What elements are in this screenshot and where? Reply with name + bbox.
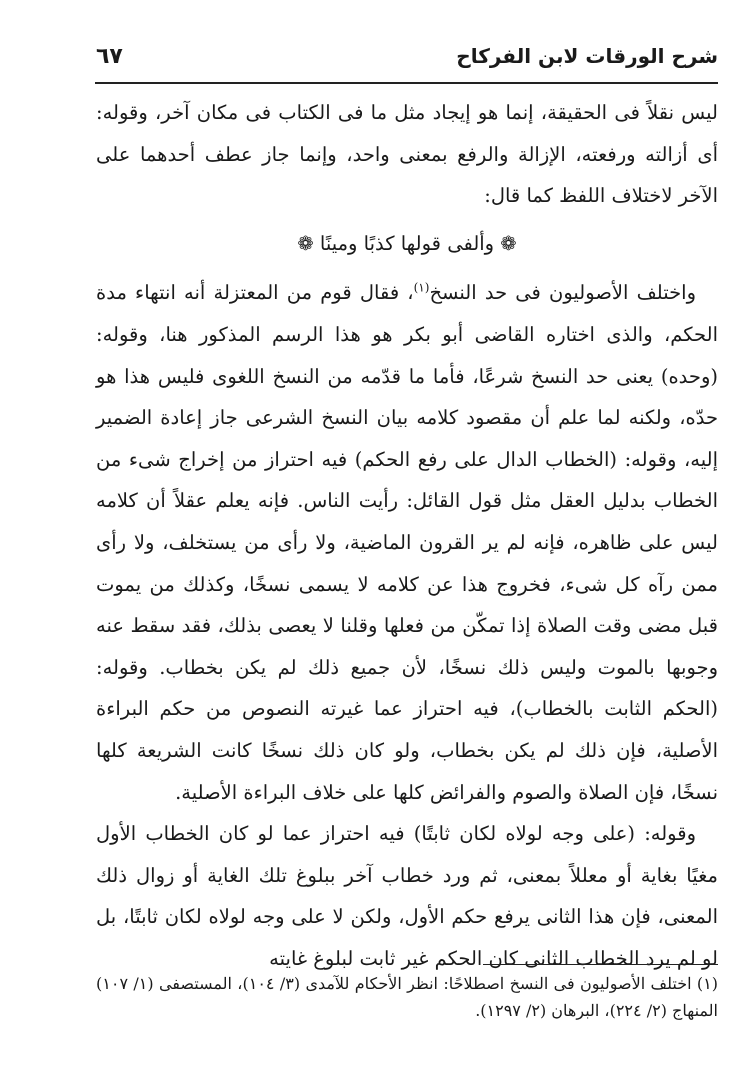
paragraph-2-rest: ، فقال قوم من المعتزلة أنه انتهاء مدة الحكم، والذى اختاره القاضى أبو بكر هو هذا الرسم المذكور هنا، وقوله: (وحده) يعنى حد النسخ شرعًا، فأما ما قدّمه من النسخ اللغوى فليس هذا هو حدّه، ولكنه لما علم أن مقصود كلامه بيان النسخ الشرعى جاز إعادة الضمير إليه، وقوله: (الخطاب الدال على رفع الحكم) فيه احتراز من إخراج شىء من الخطاب بدليل العقل مثل قول القائل: رأيت الناس. فإنه يعلم عقلاً أن كلامه ليس على ظاهره، فإنه لم ير القرون الماضية، ولا رأى من يستخلف، ولا رأى ممن رآه كل شىء، فخروج هذا عن كلامه لا يسمى نسخًا، وكذلك من يموت قبل مضى وقت الصلاة إذا تمكّن من فعلها وقلنا لا يعصى بذلك، فقد سقط عنه وجوبها بالموت وليس ذلك نسخًا، لأن جميع ذلك لم يكن بخطاب. وقوله: (الحكم الثابت بالخطاب)، فيه احتراز عما غيرته النصوص من حكم البراءة الأصلية، فإن ذلك لم يكن بخطاب، ولو كان ذلك نسخًا كانت الشريعة كلها نسخًا، فإن الصلاة والصوم والفرائض كلها على خلاف البراءة الأصلية.	[96, 281, 718, 804]
paragraph-2-start: واختلف الأصوليون فى حد النسخ	[429, 281, 696, 305]
footnote-reference[interactable]: (١)	[413, 280, 430, 295]
running-title: شرح الورقات لابن الفركاح	[456, 44, 718, 68]
footnote: (١) اختلف الأصوليون فى النسخ اصطلاحًا: انظر الأحكام للآمدى (٣/ ١٠٤)، المستصفى (١/ ١٠٧) المنهاج (٢/ ٢٢٤)، البرهان (٢/ ١٢٩٧).	[96, 974, 718, 1020]
page-number: ٦٧	[96, 44, 123, 69]
paragraph-1: ليس نقلاً فى الحقيقة، إنما هو إيجاد مثل ما فى الكتاب فى مكان آخر، وقوله: أى أزالته ورفعته، الإزالة والرفع بمعنى واحد، وإنما جاز عطف أحدهما على الآخر لاختلاف اللفظ كما قال:	[96, 101, 718, 208]
footnote-rule	[483, 964, 718, 965]
paragraph-2	[96, 272, 718, 813]
main-text	[96, 92, 718, 979]
paragraph-3: وقوله: (على وجه لولاه لكان ثابتًا) فيه احتراز عما لو كان الخطاب الأول مغيًا بغاية أو معللاً بمعنى، ثم ورد خطاب آخر ببلوغ تلك الغاية أو زوال ذلك المعنى، فإن هذا الثانى يرفع حكم الأول، ولكن لا على وجه لولاه لكان ثابتًا، بل لو لم يرد الخطاب الثانى كان الحكم غير ثابت لبلوغ غايته	[96, 822, 718, 970]
verse-line: ❁ وألفى قولها كذبًا ومينًا ❁	[297, 231, 517, 255]
header-rule	[95, 82, 718, 84]
